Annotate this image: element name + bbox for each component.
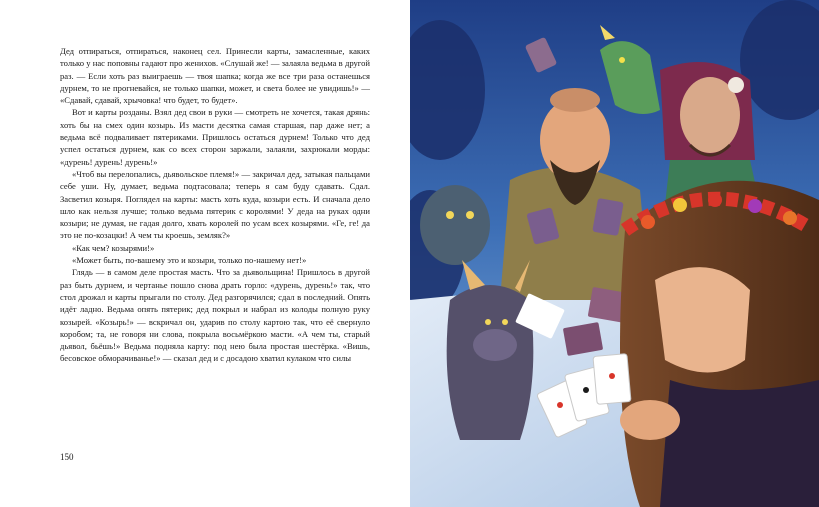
paragraph: Вот и карты розданы. Взял дед свои в руки — смотреть не хочется, такая дрянь: хоть бы на смех один козырь. Из масти десятка самая старшая, пар даже нет; а ведьма всё подваливает пятериками. Пришлось остаться дурнем! Только что дед успел остаться дурнем, как со всех сторон заржали, залаяли, захрюкали морды: «дурень! дурень! дурень!» [60,107,370,167]
paragraph: «Как чем? козырями!» [72,242,155,253]
paragraph: Дед отпираться, отпираться, наконец сел. Принесли карты, замасленные, каких только у нас поповны гадают про женихов. «Слушай же! — залаяла ведьма в другой раз. — Если хоть раз выиграешь — твоя шапка; когда же все три раза останешься дурнем, то не прогневайся, не только шапки, может, и света более не увидишь!» — «Сдавай, сдавай, хрычовка! что будет, то будет». [60,46,370,106]
book-illustration [410,0,819,507]
body-text [60,45,370,365]
book-page-left [0,0,408,507]
paragraph: «Чтоб вы перелопались, дьявольское племя!» — закричал дед, затыкая пальцами себе уши. Ну, думает, ведьма подтасовала; теперь я сам буду сдавать. Сдал. Засветил козыря. Поглядел на карты: масть хоть куда, козыри есть. И сначала дело шло как нельзя лучше; только ведьма пятерик с королями! У деда на руках одни козыри; не думая, не гадая долго, хвать королей по усам всех козырями. «Ге, ге! да это не по-козацки! А чем ты кроешь, земляк?» [60,168,370,241]
paragraph: «Может быть, по-вашему это и козыри, только по-нашему нет!» [72,255,307,266]
page-number: 150 [60,452,74,462]
illustration-canvas [410,0,819,507]
horned-devil-creature [420,185,490,265]
young-witch-with-wreath [620,181,819,507]
paragraph: Глядь — в самом деле простая масть. Что за дьявольщина! Пришлось в другой раз быть дурнем, и чертанье пошло снова драть горло: «дурень, дурень!» так, что стол дрожал и карты прыгали по столу. Дед разгорячился; сдал в последний. Опять идёт ладно. Ведьма опять пятерик; дед покрыл и набрал из колоды полную руку козырей. «Козырь!» — вскричал он, ударив по столу картою так, что её свернуло коробом; та, не говоря ни слова, покрыла восьмёркою масти. «А чем ты, старый дьявол, бьёшь!» Ведьма подняла карту: под нею была простая шестёрка. «Вишь, бесовское обморачиванье!» — сказал дед и с досадою хватил кулаком что силы [60,267,370,364]
